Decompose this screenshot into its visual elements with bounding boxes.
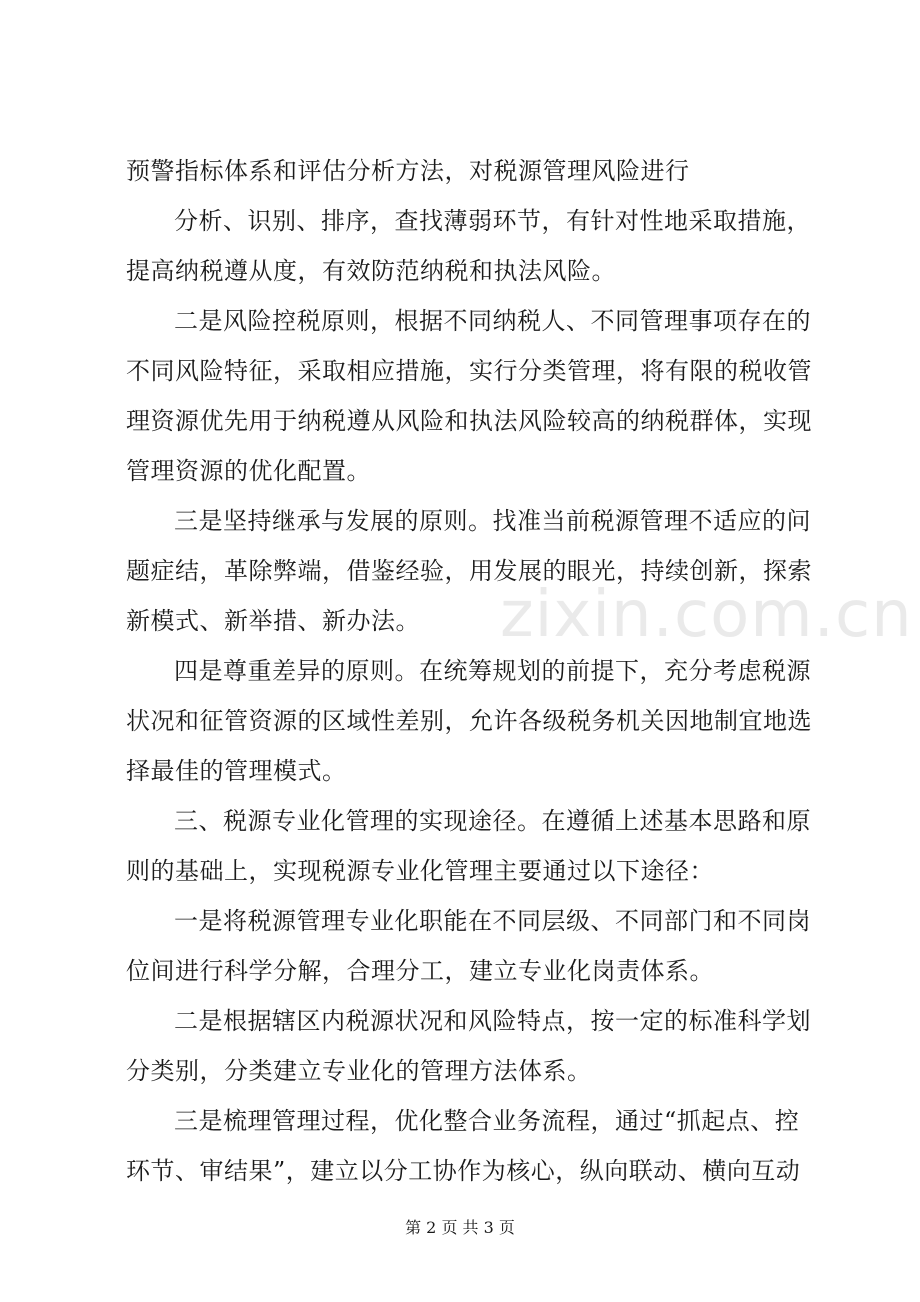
text-line: 环节、审结果”，建立以分工协作为核心，纵向联动、横向互动 (126, 1157, 801, 1185)
text-line: 二是根据辖区内税源状况和风险特点，按一定的标准科学划 (174, 1007, 811, 1035)
text-line: 二是风险控税原则，根据不同纳税人、不同管理事项存在的 (174, 307, 811, 335)
text-line: 状况和征管资源的区域性差别，允许各级税务机关因地制宜地选 (126, 707, 812, 735)
text-line: 则的基础上，实现税源专业化管理主要通过以下途径： (126, 857, 714, 885)
text-line: 分析、识别、排序，查找薄弱环节，有针对性地采取措施， (174, 207, 811, 235)
text-line: 理资源优先用于纳税遵从风险和执法风险较高的纳税群体，实现 (126, 407, 812, 435)
text-line: 新模式、新举措、新办法。 (126, 607, 420, 635)
text-line: 管理资源的优化配置。 (126, 457, 371, 485)
text-line: 提高纳税遵从度，有效防范纳税和执法风险。 (126, 257, 616, 285)
text-line: 不同风险特征，采取相应措施，实行分类管理，将有限的税收管 (126, 357, 812, 385)
text-line: 一是将税源管理专业化职能在不同层级、不同部门和不同岗 (174, 907, 811, 935)
page-footer: 第 2 页 共 3 页 (405, 1218, 515, 1237)
text-line: 位间进行科学分解，合理分工，建立专业化岗责体系。 (126, 957, 714, 985)
text-line: 三、税源专业化管理的实现途径。在遵循上述基本思路和原 (174, 807, 811, 835)
text-line: 分类别，分类建立专业化的管理方法体系。 (126, 1057, 592, 1085)
text-line: 择最佳的管理模式。 (126, 757, 347, 785)
text-line: 题症结，革除弊端，借鉴经验，用发展的眼光，持续创新，探索 (126, 557, 812, 585)
text-line: 四是尊重差异的原则。在统筹规划的前提下，充分考虑税源 (174, 657, 811, 685)
text-line: 三是梳理管理过程，优化整合业务流程，通过“抓起点、控 (174, 1107, 800, 1135)
text-line: 预警指标体系和评估分析方法，对税源管理风险进行 (126, 157, 690, 185)
watermark: zixin.com.cn (500, 578, 913, 652)
text-line: 三是坚持继承与发展的原则。找准当前税源管理不适应的问 (174, 507, 811, 535)
